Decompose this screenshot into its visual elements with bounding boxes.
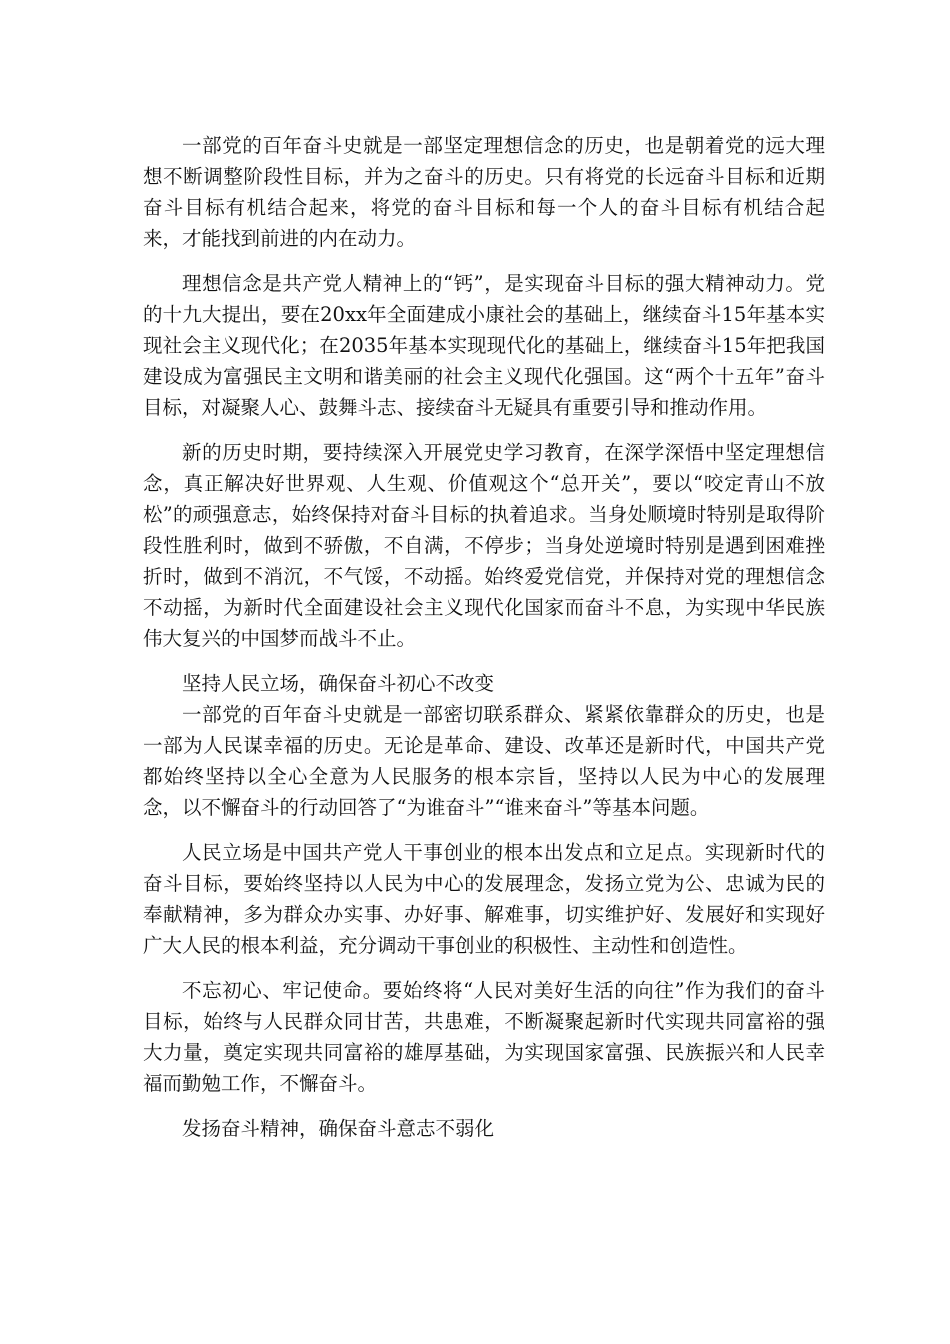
section-heading-spirit: 发扬奋斗精神，确保奋斗意志不弱化 <box>182 1117 495 1140</box>
paragraph-4: 一部党的百年奋斗史就是一部密切联系群众、紧紧依靠群众的历史，也是一部为人民谋幸福的历史。无论是革命、建设、改革还是新时代，中国共产党都始终坚持以全心全意为人民服务的根本宗旨，坚持以人民为中心的发展理念，以不懈奋斗的行动回答了“为谁奋斗”“谁来奋斗”等基本问题。 <box>143 703 825 819</box>
paragraph-2: 理想信念是共产党人精神上的“钙”，是实现奋斗目标的强大精神动力。党的十九大提出，要在20xx年全面建成小康社会的基础上，继续奋斗15年基本实现社会主义现代化；在2035年基本实现现代化的基础上，继续奋斗15年把我国建设成为富强民主文明和谐美丽的社会主义现代化强国。这“两个十五年”奋斗目标，对凝聚人心、鼓舞斗志、接续奋斗无疑具有重要引导和推动作用。 <box>143 272 825 419</box>
section-heading-people: 坚持人民立场，确保奋斗初心不改变 <box>182 672 495 695</box>
paragraph-6: 不忘初心、牢记使命。要始终将“人民对美好生活的向往”作为我们的奋斗目标，始终与人民群众同甘苦，共患难，不断凝聚起新时代实现共同富裕的强大力量，奠定实现共同富裕的雄厚基础，为实现国家富强、民族振兴和人民幸福而勤勉工作，不懈奋斗。 <box>143 979 825 1095</box>
paragraph-3: 新的历史时期，要持续深入开展党史学习教育，在深学深悟中坚定理想信念，真正解决好世界观、人生观、价值观这个“总开关”，要以“咬定青山不放松”的顽强意志，始终保持对奋斗目标的执着追求。当身处顺境时特别是取得阶段性胜利时，做到不骄傲，不自满，不停步；当身处逆境时特别是遇到困难挫折时，做到不消沉，不气馁，不动摇。始终爱党信党，并保持对党的理想信念不动摇，为新时代全面建设社会主义现代化国家而奋斗不息，为实现中华民族伟大复兴的中国梦而战斗不止。 <box>143 441 825 650</box>
document-body <box>143 130 825 1144</box>
paragraph-5: 人民立场是中国共产党人干事创业的根本出发点和立足点。实现新时代的奋斗目标，要始终坚持以人民为中心的发展理念，发扬立党为公、忠诚为民的奉献精神，多为群众办实事、办好事、解难事，切实维护好、发展好和实现好广大人民的根本利益，充分调动干事创业的积极性、主动性和创造性。 <box>143 841 825 957</box>
paragraph-1: 一部党的百年奋斗史就是一部坚定理想信念的历史，也是朝着党的远大理想不断调整阶段性目标，并为之奋斗的历史。只有将党的长远奋斗目标和近期奋斗目标有机结合起来，将党的奋斗目标和每一个人的奋斗目标有机结合起来，才能找到前进的内在动力。 <box>143 134 825 250</box>
